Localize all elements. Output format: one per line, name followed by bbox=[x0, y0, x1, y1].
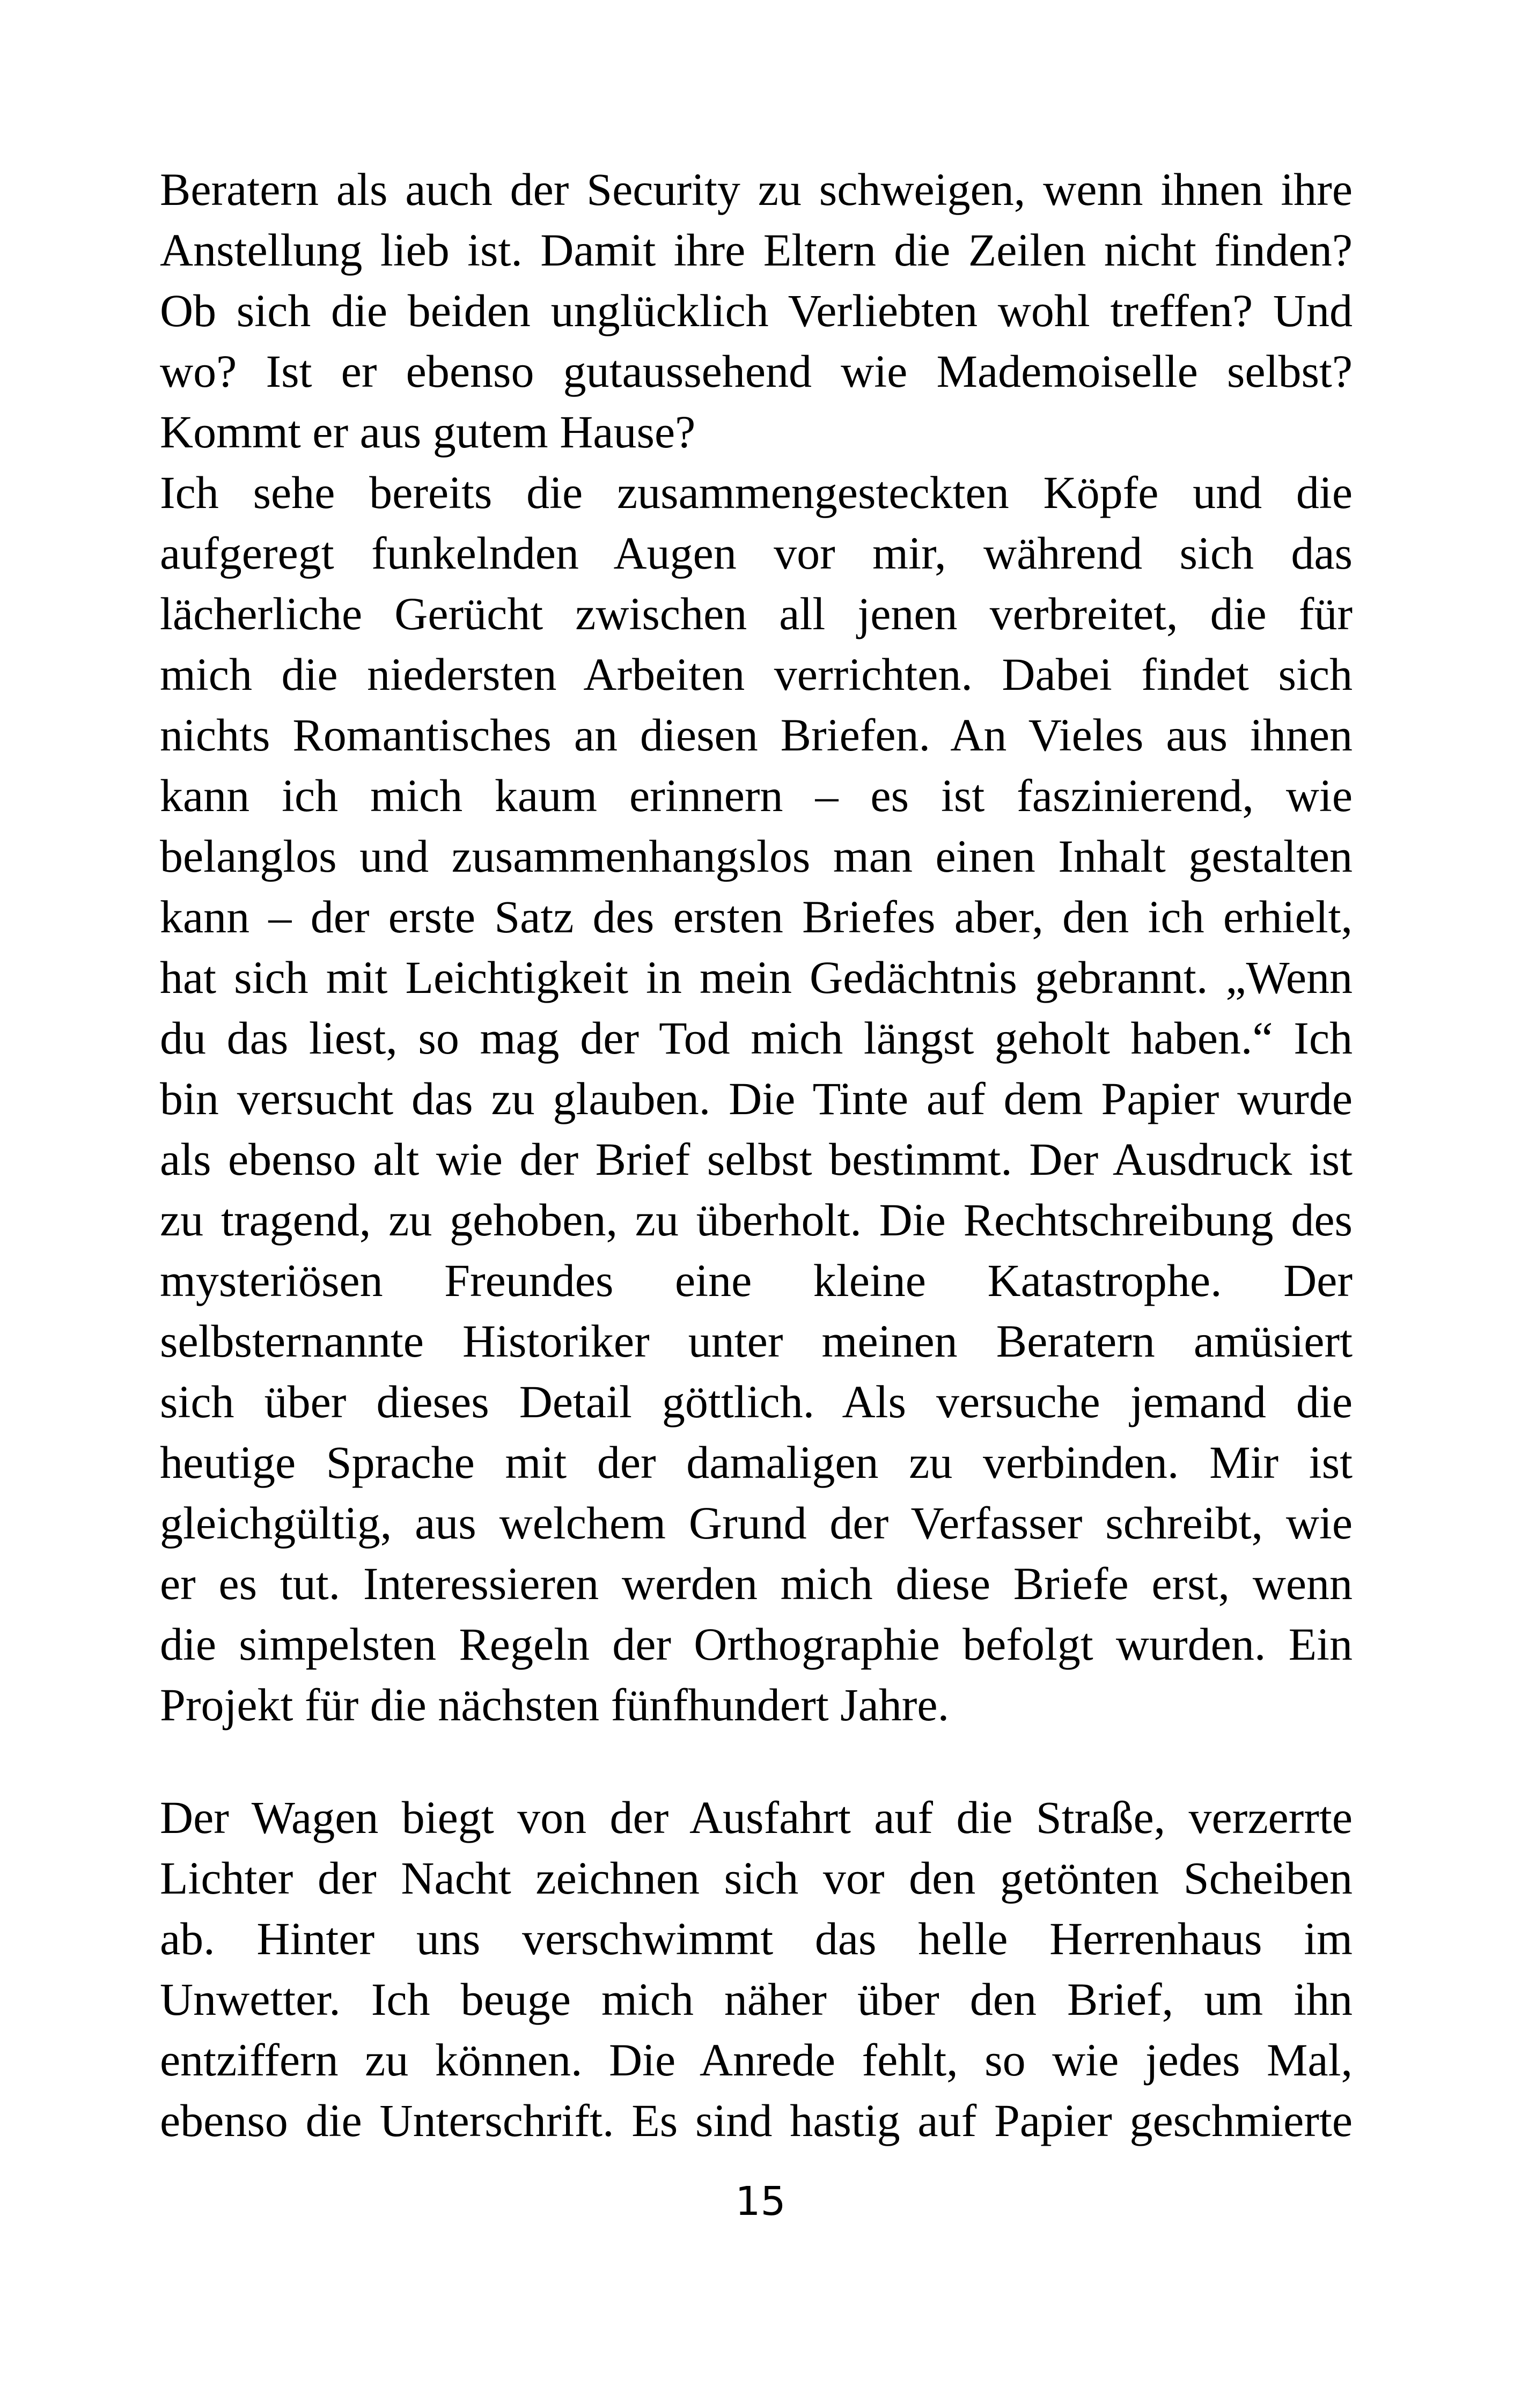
text-line: hat sich mit Leichtigkeit in mein Gedächtnis gebrannt. „Wenn bbox=[160, 952, 1353, 1003]
text-line: bin versucht das zu glauben. Die Tinte auf dem Papier wurde bbox=[160, 1073, 1353, 1124]
text-line: Der Wagen biegt von der Ausfahrt auf die Straße, verzerrte bbox=[160, 1792, 1353, 1843]
text-line: selbsternannte Historiker unter meinen Beratern amüsiert bbox=[160, 1315, 1353, 1367]
text-line: er es tut. Interessieren werden mich diese Briefe erst, wenn bbox=[160, 1558, 1353, 1609]
text-line: kann – der erste Satz des ersten Briefes aber, den ich erhielt, bbox=[160, 891, 1353, 942]
text-line: Lichter der Nacht zeichnen sich vor den getönten Scheiben bbox=[160, 1852, 1353, 1904]
text-line: sich über dieses Detail göttlich. Als versuche jemand die bbox=[160, 1376, 1353, 1427]
text-line: ab. Hinter uns verschwimmt das helle Herrenhaus im bbox=[160, 1913, 1353, 1964]
text-line: ebenso die Unterschrift. Es sind hastig auf Papier geschmierte bbox=[160, 2095, 1353, 2146]
text-line: zu tragend, zu gehoben, zu überholt. Die Rechtschreibung des bbox=[160, 1194, 1353, 1246]
text-line: lächerliche Gerücht zwischen all jenen verbreitet, die für bbox=[160, 588, 1353, 639]
page-number: 15 bbox=[735, 2178, 786, 2225]
text-line: Beratern als auch der Security zu schweigen, wenn ihnen ihre bbox=[160, 164, 1353, 215]
text-line: kann ich mich kaum erinnern – es ist faszinierend, wie bbox=[160, 770, 1353, 821]
text-line: heutige Sprache mit der damaligen zu verbinden. Mir ist bbox=[160, 1437, 1353, 1488]
text-line: mysteriösen Freundes eine kleine Katastrophe. Der bbox=[160, 1255, 1353, 1306]
text-line: Kommt er aus gutem Hause? bbox=[160, 406, 696, 458]
text-line: Ich sehe bereits die zusammengesteckten Köpfe und die bbox=[160, 467, 1353, 518]
text-line: aufgeregt funkelnden Augen vor mir, während sich das bbox=[160, 527, 1353, 579]
text-line: Unwetter. Ich beuge mich näher über den Brief, um ihn bbox=[160, 1973, 1353, 2025]
text-line: Anstellung lieb ist. Damit ihre Eltern die Zeilen nicht finden? bbox=[160, 224, 1353, 276]
paragraph-block-2 bbox=[160, 1787, 1353, 2151]
text-line: wo? Ist er ebenso gutaussehend wie Mademoiselle selbst? bbox=[160, 345, 1353, 397]
text-line: gleichgültig, aus welchem Grund der Verfasser schreibt, wie bbox=[160, 1497, 1353, 1549]
text-line: mich die niedersten Arbeiten verrichten. Dabei findet sich bbox=[160, 649, 1353, 700]
text-line: nichts Romantisches an diesen Briefen. An Vieles aus ihnen bbox=[160, 709, 1353, 761]
text-line: die simpelsten Regeln der Orthographie befolgt wurden. Ein bbox=[160, 1618, 1353, 1670]
paragraph-block-1 bbox=[160, 159, 1353, 1735]
text-line: als ebenso alt wie der Brief selbst bestimmt. Der Ausdruck ist bbox=[160, 1133, 1353, 1185]
text-line: Projekt für die nächsten fünfhundert Jahre. bbox=[160, 1679, 950, 1730]
text-line: du das liest, so mag der Tod mich längst geholt haben.“ Ich bbox=[160, 1012, 1353, 1064]
text-line: entziffern zu können. Die Anrede fehlt, so wie jedes Mal, bbox=[160, 2034, 1353, 2086]
text-line: Ob sich die beiden unglücklich Verliebten wohl treffen? Und bbox=[160, 285, 1353, 336]
text-line: belanglos und zusammenhangslos man einen Inhalt gestalten bbox=[160, 830, 1353, 882]
